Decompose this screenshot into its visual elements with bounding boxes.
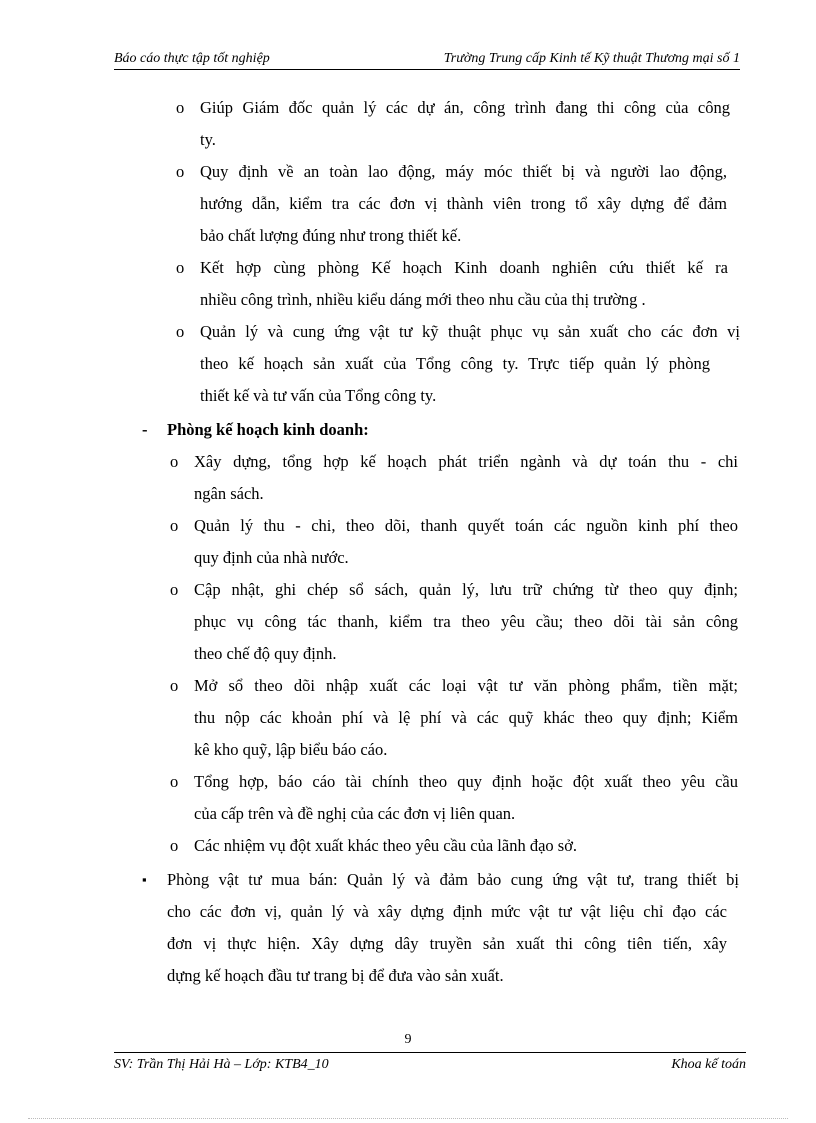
circle-bullet-icon: o [170,516,179,535]
square-bullet-icon: ▪ [142,872,147,887]
list-item [170,574,738,670]
list-item-line: hướng dẫn, kiểm tra các đơn vị thành viên trong tổ xây dựng để đảm [200,194,727,213]
circle-bullet-icon: o [170,676,179,695]
list-item-line: ty. [200,130,216,149]
list-item [170,510,738,574]
list-item-line: quy định của nhà nước. [194,548,349,567]
list-item [176,252,728,316]
circle-bullet-icon: o [176,98,185,117]
running-footer [114,1052,746,1074]
header-right-text: Trường Trung cấp Kinh tế Kỹ thuật Thương mại số 1 [443,51,740,66]
list-item-line: Tổng hợp, báo cáo tài chính theo quy định hoặc đột xuất theo yêu cầu [194,772,738,791]
running-header [114,50,740,70]
dash-bullet-icon: - [142,420,148,439]
paragraph-line: Phòng vật tư mua bán: Quản lý và đảm bảo cung ứng vật tư, trang thiết bị [167,870,739,889]
page-bottom-divider [28,1118,788,1119]
list-item-line: Quản lý thu - chi, theo dõi, thanh quyết toán các nguồn kinh phí theo [194,516,738,535]
list-item-line: Xây dựng, tổng hợp kế hoạch phát triển ngành và dự toán thu - chi [194,452,738,471]
circle-bullet-icon: o [176,322,185,341]
list-item-line: Các nhiệm vụ đột xuất khác theo yêu cầu của lãnh đạo sở. [194,836,578,855]
list-item-line: của cấp trên và đề nghị của các đơn vị liên quan. [194,804,516,823]
list-item-line: thiết kế và tư vấn của Tổng công ty. [200,386,437,405]
paragraph-line: cho các đơn vị, quản lý và xây dựng định mức vật tư vật liệu chỉ đạo các [167,902,727,921]
circle-bullet-icon: o [170,772,179,791]
section-heading-text: Phòng kế hoạch kinh doanh: [167,420,369,439]
list-item-line: nhiều công trình, nhiều kiểu dáng mới theo nhu cầu của thị trường . [200,290,646,309]
header-left-text: Báo cáo thực tập tốt nghiệp [114,51,270,66]
list-item [170,766,738,830]
list-item-line: Kết hợp cùng phòng Kế hoạch Kinh doanh nghiên cứu thiết kế ra [200,258,728,277]
list-item [176,156,727,252]
list-item [176,316,740,412]
list-item [170,830,738,862]
section-heading [142,414,369,446]
circle-bullet-icon: o [176,258,185,277]
list-item-line: kê kho quỹ, lập biểu báo cáo. [194,740,388,759]
list-item [170,670,738,766]
footer-left-text: SV: Trần Thị Hải Hà – Lớp: KTB4_10 [114,1057,329,1072]
list-item-line: Mở sổ theo dõi nhập xuất các loại vật tư văn phòng phẩm, tiền mặt; [194,676,738,695]
page-number: 9 [404,1032,412,1047]
circle-bullet-icon: o [170,836,179,855]
list-item-line: Quản lý và cung ứng vật tư kỹ thuật phục vụ sản xuất cho các đơn vị [200,322,740,341]
list-item-line: bảo chất lượng đúng như trong thiết kế. [200,226,462,245]
list-item-line: theo kế hoạch sản xuất của Tổng công ty. Trực tiếp quản lý phòng [200,354,710,373]
paragraph-purchasing [142,864,739,992]
list-item-line: Quy định về an toàn lao động, máy móc thiết bị và người lao động, [200,162,727,181]
paragraph-line: đơn vị thực hiện. Xây dựng dây truyền sản xuất thi công tiên tiến, xây [167,934,727,953]
list-item-line: Cập nhật, ghi chép sổ sách, quản lý, lưu trữ chứng từ theo quy định; [194,580,738,599]
list-item-line: phục vụ công tác thanh, kiểm tra theo yêu cầu; theo dõi tài sản công [194,612,738,631]
list-item [176,92,730,156]
list-item-line: Giúp Giám đốc quản lý các dự án, công trình đang thi công của công [200,98,730,117]
list-item-line: ngân sách. [194,484,264,503]
circle-bullet-icon: o [170,452,179,471]
footer-right-text: Khoa kế toán [671,1057,746,1072]
list-item-line: thu nộp các khoản phí và lệ phí và các quỹ khác theo quy định; Kiểm [194,708,738,727]
circle-bullet-icon: o [170,580,179,599]
paragraph-line: dựng kế hoạch đầu tư trang bị để đưa vào sản xuất. [167,966,504,985]
circle-bullet-icon: o [176,162,185,181]
list-item-line: theo chế độ quy định. [194,644,337,663]
list-item [170,446,738,510]
